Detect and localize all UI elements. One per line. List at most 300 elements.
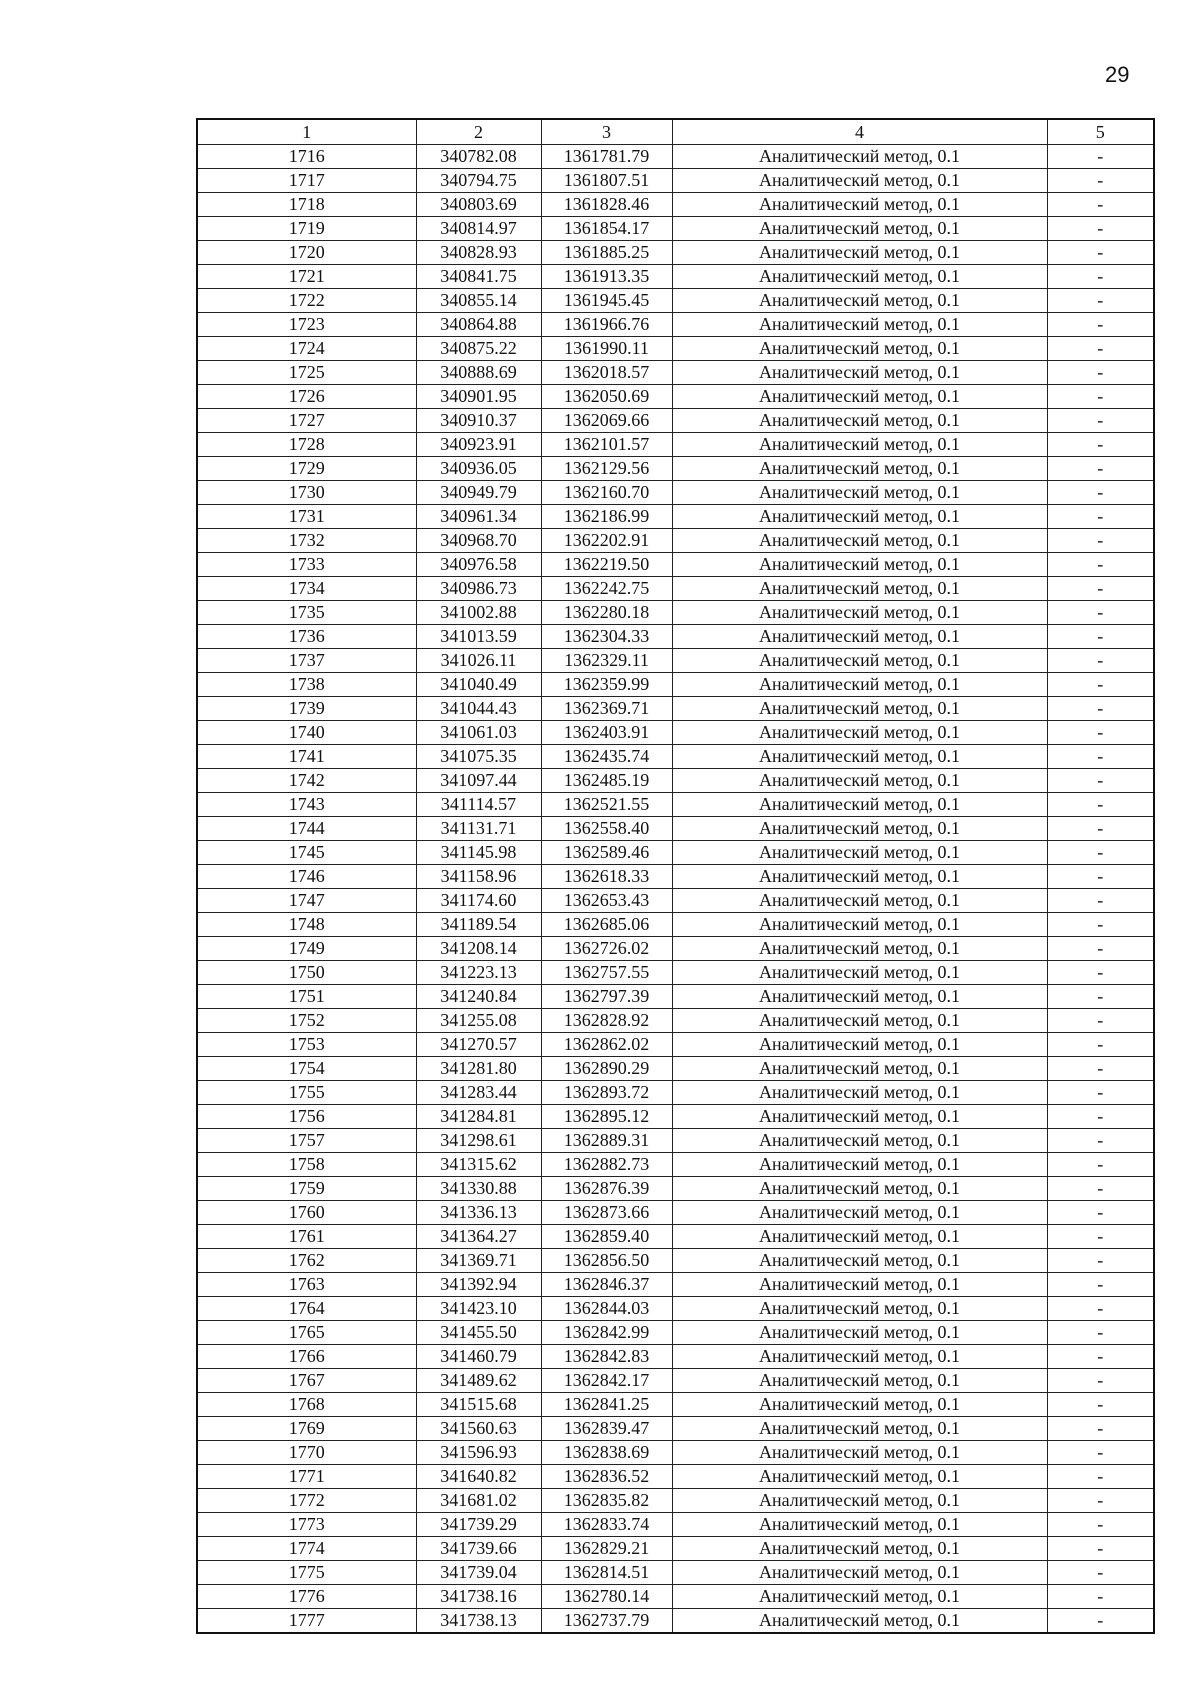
method-cell: Аналитический метод, 0.1 [672, 625, 1047, 649]
table-row [197, 1369, 1154, 1393]
table-row [197, 649, 1154, 673]
note-cell: - [1047, 553, 1154, 577]
note-cell: - [1047, 577, 1154, 601]
note-cell: - [1047, 433, 1154, 457]
point-number-cell: 1746 [197, 865, 416, 889]
method-cell: Аналитический метод, 0.1 [672, 1273, 1047, 1297]
method-cell: Аналитический метод, 0.1 [672, 1129, 1047, 1153]
y-coordinate-cell: 1362839.47 [541, 1417, 672, 1441]
method-cell: Аналитический метод, 0.1 [672, 865, 1047, 889]
method-cell: Аналитический метод, 0.1 [672, 817, 1047, 841]
point-number-cell: 1721 [197, 265, 416, 289]
point-number-cell: 1760 [197, 1201, 416, 1225]
note-cell: - [1047, 889, 1154, 913]
header-col-3: 3 [541, 119, 672, 145]
table-row [197, 217, 1154, 241]
method-cell: Аналитический метод, 0.1 [672, 1057, 1047, 1081]
method-cell: Аналитический метод, 0.1 [672, 961, 1047, 985]
y-coordinate-cell: 1362842.17 [541, 1369, 672, 1393]
x-coordinate-cell: 341315.62 [416, 1153, 541, 1177]
table-row [197, 937, 1154, 961]
method-cell: Аналитический метод, 0.1 [672, 313, 1047, 337]
y-coordinate-cell: 1362838.69 [541, 1441, 672, 1465]
note-cell: - [1047, 169, 1154, 193]
point-number-cell: 1770 [197, 1441, 416, 1465]
table-row [197, 1441, 1154, 1465]
x-coordinate-cell: 341281.80 [416, 1057, 541, 1081]
table-row [197, 1489, 1154, 1513]
y-coordinate-cell: 1362369.71 [541, 697, 672, 721]
point-number-cell: 1739 [197, 697, 416, 721]
y-coordinate-cell: 1362435.74 [541, 745, 672, 769]
point-number-cell: 1727 [197, 409, 416, 433]
note-cell: - [1047, 529, 1154, 553]
table-row [197, 433, 1154, 457]
y-coordinate-cell: 1362242.75 [541, 577, 672, 601]
x-coordinate-cell: 340794.75 [416, 169, 541, 193]
y-coordinate-cell: 1361828.46 [541, 193, 672, 217]
table-row [197, 889, 1154, 913]
y-coordinate-cell: 1362895.12 [541, 1105, 672, 1129]
note-cell: - [1047, 1585, 1154, 1609]
point-number-cell: 1775 [197, 1561, 416, 1585]
table-row [197, 1105, 1154, 1129]
point-number-cell: 1774 [197, 1537, 416, 1561]
point-number-cell: 1772 [197, 1489, 416, 1513]
y-coordinate-cell: 1362202.91 [541, 529, 672, 553]
y-coordinate-cell: 1362841.25 [541, 1393, 672, 1417]
note-cell: - [1047, 865, 1154, 889]
table-row [197, 1321, 1154, 1345]
x-coordinate-cell: 341283.44 [416, 1081, 541, 1105]
note-cell: - [1047, 1081, 1154, 1105]
y-coordinate-cell: 1362737.79 [541, 1609, 672, 1634]
point-number-cell: 1717 [197, 169, 416, 193]
note-cell: - [1047, 1417, 1154, 1441]
y-coordinate-cell: 1362835.82 [541, 1489, 672, 1513]
y-coordinate-cell: 1361990.11 [541, 337, 672, 361]
y-coordinate-cell: 1362018.57 [541, 361, 672, 385]
point-number-cell: 1735 [197, 601, 416, 625]
method-cell: Аналитический метод, 0.1 [672, 1393, 1047, 1417]
method-cell: Аналитический метод, 0.1 [672, 361, 1047, 385]
point-number-cell: 1776 [197, 1585, 416, 1609]
note-cell: - [1047, 793, 1154, 817]
x-coordinate-cell: 341739.66 [416, 1537, 541, 1561]
x-coordinate-cell: 341174.60 [416, 889, 541, 913]
point-number-cell: 1740 [197, 721, 416, 745]
method-cell: Аналитический метод, 0.1 [672, 1537, 1047, 1561]
method-cell: Аналитический метод, 0.1 [672, 601, 1047, 625]
method-cell: Аналитический метод, 0.1 [672, 265, 1047, 289]
x-coordinate-cell: 341739.29 [416, 1513, 541, 1537]
point-number-cell: 1747 [197, 889, 416, 913]
table-row [197, 1225, 1154, 1249]
x-coordinate-cell: 341298.61 [416, 1129, 541, 1153]
coordinates-table [196, 118, 1155, 1634]
note-cell: - [1047, 1033, 1154, 1057]
y-coordinate-cell: 1362814.51 [541, 1561, 672, 1585]
method-cell: Аналитический метод, 0.1 [672, 841, 1047, 865]
table-row [197, 1177, 1154, 1201]
note-cell: - [1047, 1489, 1154, 1513]
table-row [197, 841, 1154, 865]
y-coordinate-cell: 1362842.83 [541, 1345, 672, 1369]
note-cell: - [1047, 745, 1154, 769]
note-cell: - [1047, 337, 1154, 361]
note-cell: - [1047, 1201, 1154, 1225]
point-number-cell: 1756 [197, 1105, 416, 1129]
method-cell: Аналитический метод, 0.1 [672, 433, 1047, 457]
note-cell: - [1047, 913, 1154, 937]
note-cell: - [1047, 1609, 1154, 1634]
x-coordinate-cell: 340782.08 [416, 145, 541, 169]
table-row [197, 1273, 1154, 1297]
point-number-cell: 1749 [197, 937, 416, 961]
x-coordinate-cell: 341455.50 [416, 1321, 541, 1345]
y-coordinate-cell: 1362485.19 [541, 769, 672, 793]
method-cell: Аналитический метод, 0.1 [672, 337, 1047, 361]
table-row [197, 601, 1154, 625]
point-number-cell: 1741 [197, 745, 416, 769]
note-cell: - [1047, 1009, 1154, 1033]
table-row [197, 529, 1154, 553]
note-cell: - [1047, 697, 1154, 721]
method-cell: Аналитический метод, 0.1 [672, 889, 1047, 913]
method-cell: Аналитический метод, 0.1 [672, 745, 1047, 769]
y-coordinate-cell: 1362862.02 [541, 1033, 672, 1057]
x-coordinate-cell: 341158.96 [416, 865, 541, 889]
x-coordinate-cell: 341240.84 [416, 985, 541, 1009]
note-cell: - [1047, 241, 1154, 265]
method-cell: Аналитический метод, 0.1 [672, 1105, 1047, 1129]
y-coordinate-cell: 1362859.40 [541, 1225, 672, 1249]
note-cell: - [1047, 649, 1154, 673]
table-row [197, 745, 1154, 769]
note-cell: - [1047, 385, 1154, 409]
point-number-cell: 1736 [197, 625, 416, 649]
table-row [197, 673, 1154, 697]
page-number: 29 [1105, 62, 1130, 87]
method-cell: Аналитический метод, 0.1 [672, 193, 1047, 217]
x-coordinate-cell: 340986.73 [416, 577, 541, 601]
y-coordinate-cell: 1361885.25 [541, 241, 672, 265]
x-coordinate-cell: 341423.10 [416, 1297, 541, 1321]
point-number-cell: 1737 [197, 649, 416, 673]
note-cell: - [1047, 1393, 1154, 1417]
method-cell: Аналитический метод, 0.1 [672, 169, 1047, 193]
point-number-cell: 1753 [197, 1033, 416, 1057]
y-coordinate-cell: 1362842.99 [541, 1321, 672, 1345]
x-coordinate-cell: 341013.59 [416, 625, 541, 649]
point-number-cell: 1726 [197, 385, 416, 409]
x-coordinate-cell: 341002.88 [416, 601, 541, 625]
x-coordinate-cell: 341040.49 [416, 673, 541, 697]
x-coordinate-cell: 341026.11 [416, 649, 541, 673]
point-number-cell: 1761 [197, 1225, 416, 1249]
point-number-cell: 1764 [197, 1297, 416, 1321]
y-coordinate-cell: 1362521.55 [541, 793, 672, 817]
method-cell: Аналитический метод, 0.1 [672, 1249, 1047, 1273]
x-coordinate-cell: 341336.13 [416, 1201, 541, 1225]
table-row [197, 1297, 1154, 1321]
method-cell: Аналитический метод, 0.1 [672, 673, 1047, 697]
x-coordinate-cell: 340841.75 [416, 265, 541, 289]
y-coordinate-cell: 1361781.79 [541, 145, 672, 169]
note-cell: - [1047, 601, 1154, 625]
method-cell: Аналитический метод, 0.1 [672, 1345, 1047, 1369]
method-cell: Аналитический метод, 0.1 [672, 1009, 1047, 1033]
note-cell: - [1047, 1129, 1154, 1153]
y-coordinate-cell: 1362129.56 [541, 457, 672, 481]
note-cell: - [1047, 1465, 1154, 1489]
x-coordinate-cell: 341114.57 [416, 793, 541, 817]
note-cell: - [1047, 193, 1154, 217]
method-cell: Аналитический метод, 0.1 [672, 409, 1047, 433]
point-number-cell: 1768 [197, 1393, 416, 1417]
note-cell: - [1047, 841, 1154, 865]
y-coordinate-cell: 1362685.06 [541, 913, 672, 937]
point-number-cell: 1722 [197, 289, 416, 313]
note-cell: - [1047, 1297, 1154, 1321]
point-number-cell: 1723 [197, 313, 416, 337]
note-cell: - [1047, 361, 1154, 385]
note-cell: - [1047, 1177, 1154, 1201]
point-number-cell: 1738 [197, 673, 416, 697]
note-cell: - [1047, 1273, 1154, 1297]
note-cell: - [1047, 937, 1154, 961]
note-cell: - [1047, 1369, 1154, 1393]
point-number-cell: 1744 [197, 817, 416, 841]
point-number-cell: 1762 [197, 1249, 416, 1273]
point-number-cell: 1766 [197, 1345, 416, 1369]
method-cell: Аналитический метод, 0.1 [672, 1609, 1047, 1634]
table-row [197, 385, 1154, 409]
point-number-cell: 1771 [197, 1465, 416, 1489]
y-coordinate-cell: 1362359.99 [541, 673, 672, 697]
note-cell: - [1047, 217, 1154, 241]
method-cell: Аналитический метод, 0.1 [672, 481, 1047, 505]
point-number-cell: 1757 [197, 1129, 416, 1153]
method-cell: Аналитический метод, 0.1 [672, 697, 1047, 721]
point-number-cell: 1748 [197, 913, 416, 937]
y-coordinate-cell: 1362873.66 [541, 1201, 672, 1225]
point-number-cell: 1750 [197, 961, 416, 985]
method-cell: Аналитический метод, 0.1 [672, 145, 1047, 169]
header-row [197, 119, 1154, 145]
y-coordinate-cell: 1362160.70 [541, 481, 672, 505]
note-cell: - [1047, 1537, 1154, 1561]
table-row [197, 337, 1154, 361]
table-row [197, 1537, 1154, 1561]
header-col-4: 4 [672, 119, 1047, 145]
table-row [197, 1609, 1154, 1634]
point-number-cell: 1719 [197, 217, 416, 241]
note-cell: - [1047, 721, 1154, 745]
method-cell: Аналитический метод, 0.1 [672, 1417, 1047, 1441]
point-number-cell: 1720 [197, 241, 416, 265]
y-coordinate-cell: 1362757.55 [541, 961, 672, 985]
point-number-cell: 1751 [197, 985, 416, 1009]
x-coordinate-cell: 340855.14 [416, 289, 541, 313]
table-row [197, 457, 1154, 481]
y-coordinate-cell: 1361966.76 [541, 313, 672, 337]
method-cell: Аналитический метод, 0.1 [672, 1585, 1047, 1609]
x-coordinate-cell: 341330.88 [416, 1177, 541, 1201]
x-coordinate-cell: 340814.97 [416, 217, 541, 241]
table-header [197, 119, 1154, 145]
x-coordinate-cell: 341061.03 [416, 721, 541, 745]
x-coordinate-cell: 340936.05 [416, 457, 541, 481]
x-coordinate-cell: 340864.88 [416, 313, 541, 337]
note-cell: - [1047, 961, 1154, 985]
method-cell: Аналитический метод, 0.1 [672, 793, 1047, 817]
table-row [197, 505, 1154, 529]
method-cell: Аналитический метод, 0.1 [672, 1081, 1047, 1105]
y-coordinate-cell: 1362186.99 [541, 505, 672, 529]
y-coordinate-cell: 1362726.02 [541, 937, 672, 961]
table-row [197, 193, 1154, 217]
point-number-cell: 1743 [197, 793, 416, 817]
x-coordinate-cell: 341189.54 [416, 913, 541, 937]
y-coordinate-cell: 1362101.57 [541, 433, 672, 457]
y-coordinate-cell: 1362304.33 [541, 625, 672, 649]
method-cell: Аналитический метод, 0.1 [672, 529, 1047, 553]
point-number-cell: 1724 [197, 337, 416, 361]
table-row [197, 625, 1154, 649]
x-coordinate-cell: 341739.04 [416, 1561, 541, 1585]
note-cell: - [1047, 289, 1154, 313]
x-coordinate-cell: 341369.71 [416, 1249, 541, 1273]
y-coordinate-cell: 1362653.43 [541, 889, 672, 913]
x-coordinate-cell: 341255.08 [416, 1009, 541, 1033]
method-cell: Аналитический метод, 0.1 [672, 1369, 1047, 1393]
table-row [197, 481, 1154, 505]
table-row [197, 1009, 1154, 1033]
method-cell: Аналитический метод, 0.1 [672, 1513, 1047, 1537]
method-cell: Аналитический метод, 0.1 [672, 769, 1047, 793]
y-coordinate-cell: 1361945.45 [541, 289, 672, 313]
x-coordinate-cell: 341460.79 [416, 1345, 541, 1369]
header-col-5: 5 [1047, 119, 1154, 145]
method-cell: Аналитический метод, 0.1 [672, 1225, 1047, 1249]
y-coordinate-cell: 1362558.40 [541, 817, 672, 841]
point-number-cell: 1734 [197, 577, 416, 601]
table-row [197, 793, 1154, 817]
x-coordinate-cell: 340949.79 [416, 481, 541, 505]
point-number-cell: 1759 [197, 1177, 416, 1201]
method-cell: Аналитический метод, 0.1 [672, 553, 1047, 577]
point-number-cell: 1755 [197, 1081, 416, 1105]
x-coordinate-cell: 341560.63 [416, 1417, 541, 1441]
note-cell: - [1047, 817, 1154, 841]
table-row [197, 145, 1154, 169]
point-number-cell: 1765 [197, 1321, 416, 1345]
table-row [197, 1129, 1154, 1153]
table-row [197, 1393, 1154, 1417]
table-row [197, 1345, 1154, 1369]
note-cell: - [1047, 985, 1154, 1009]
method-cell: Аналитический метод, 0.1 [672, 1033, 1047, 1057]
note-cell: - [1047, 673, 1154, 697]
x-coordinate-cell: 340923.91 [416, 433, 541, 457]
point-number-cell: 1729 [197, 457, 416, 481]
note-cell: - [1047, 1441, 1154, 1465]
note-cell: - [1047, 505, 1154, 529]
table-row [197, 1153, 1154, 1177]
method-cell: Аналитический метод, 0.1 [672, 985, 1047, 1009]
y-coordinate-cell: 1362844.03 [541, 1297, 672, 1321]
method-cell: Аналитический метод, 0.1 [672, 1201, 1047, 1225]
x-coordinate-cell: 340828.93 [416, 241, 541, 265]
method-cell: Аналитический метод, 0.1 [672, 289, 1047, 313]
table-row [197, 697, 1154, 721]
note-cell: - [1047, 1249, 1154, 1273]
x-coordinate-cell: 341640.82 [416, 1465, 541, 1489]
table-body [197, 145, 1154, 1634]
table-row [197, 265, 1154, 289]
y-coordinate-cell: 1362589.46 [541, 841, 672, 865]
method-cell: Аналитический метод, 0.1 [672, 577, 1047, 601]
point-number-cell: 1754 [197, 1057, 416, 1081]
x-coordinate-cell: 341681.02 [416, 1489, 541, 1513]
note-cell: - [1047, 481, 1154, 505]
method-cell: Аналитический метод, 0.1 [672, 649, 1047, 673]
point-number-cell: 1769 [197, 1417, 416, 1441]
x-coordinate-cell: 341270.57 [416, 1033, 541, 1057]
method-cell: Аналитический метод, 0.1 [672, 1297, 1047, 1321]
method-cell: Аналитический метод, 0.1 [672, 505, 1047, 529]
x-coordinate-cell: 341208.14 [416, 937, 541, 961]
method-cell: Аналитический метод, 0.1 [672, 1489, 1047, 1513]
method-cell: Аналитический метод, 0.1 [672, 1321, 1047, 1345]
y-coordinate-cell: 1362828.92 [541, 1009, 672, 1033]
note-cell: - [1047, 313, 1154, 337]
table-row [197, 169, 1154, 193]
point-number-cell: 1777 [197, 1609, 416, 1634]
note-cell: - [1047, 1513, 1154, 1537]
point-number-cell: 1732 [197, 529, 416, 553]
y-coordinate-cell: 1361807.51 [541, 169, 672, 193]
note-cell: - [1047, 1153, 1154, 1177]
point-number-cell: 1758 [197, 1153, 416, 1177]
method-cell: Аналитический метод, 0.1 [672, 1561, 1047, 1585]
point-number-cell: 1728 [197, 433, 416, 457]
table-row [197, 409, 1154, 433]
y-coordinate-cell: 1362882.73 [541, 1153, 672, 1177]
table-row [197, 553, 1154, 577]
table-row [197, 1033, 1154, 1057]
y-coordinate-cell: 1362797.39 [541, 985, 672, 1009]
note-cell: - [1047, 625, 1154, 649]
table-row [197, 1057, 1154, 1081]
point-number-cell: 1731 [197, 505, 416, 529]
table-row [197, 961, 1154, 985]
x-coordinate-cell: 340910.37 [416, 409, 541, 433]
table-row [197, 1201, 1154, 1225]
point-number-cell: 1725 [197, 361, 416, 385]
method-cell: Аналитический метод, 0.1 [672, 241, 1047, 265]
header-col-2: 2 [416, 119, 541, 145]
point-number-cell: 1745 [197, 841, 416, 865]
y-coordinate-cell: 1362833.74 [541, 1513, 672, 1537]
y-coordinate-cell: 1362050.69 [541, 385, 672, 409]
x-coordinate-cell: 341145.98 [416, 841, 541, 865]
x-coordinate-cell: 341738.13 [416, 1609, 541, 1634]
x-coordinate-cell: 340803.69 [416, 193, 541, 217]
point-number-cell: 1767 [197, 1369, 416, 1393]
point-number-cell: 1716 [197, 145, 416, 169]
